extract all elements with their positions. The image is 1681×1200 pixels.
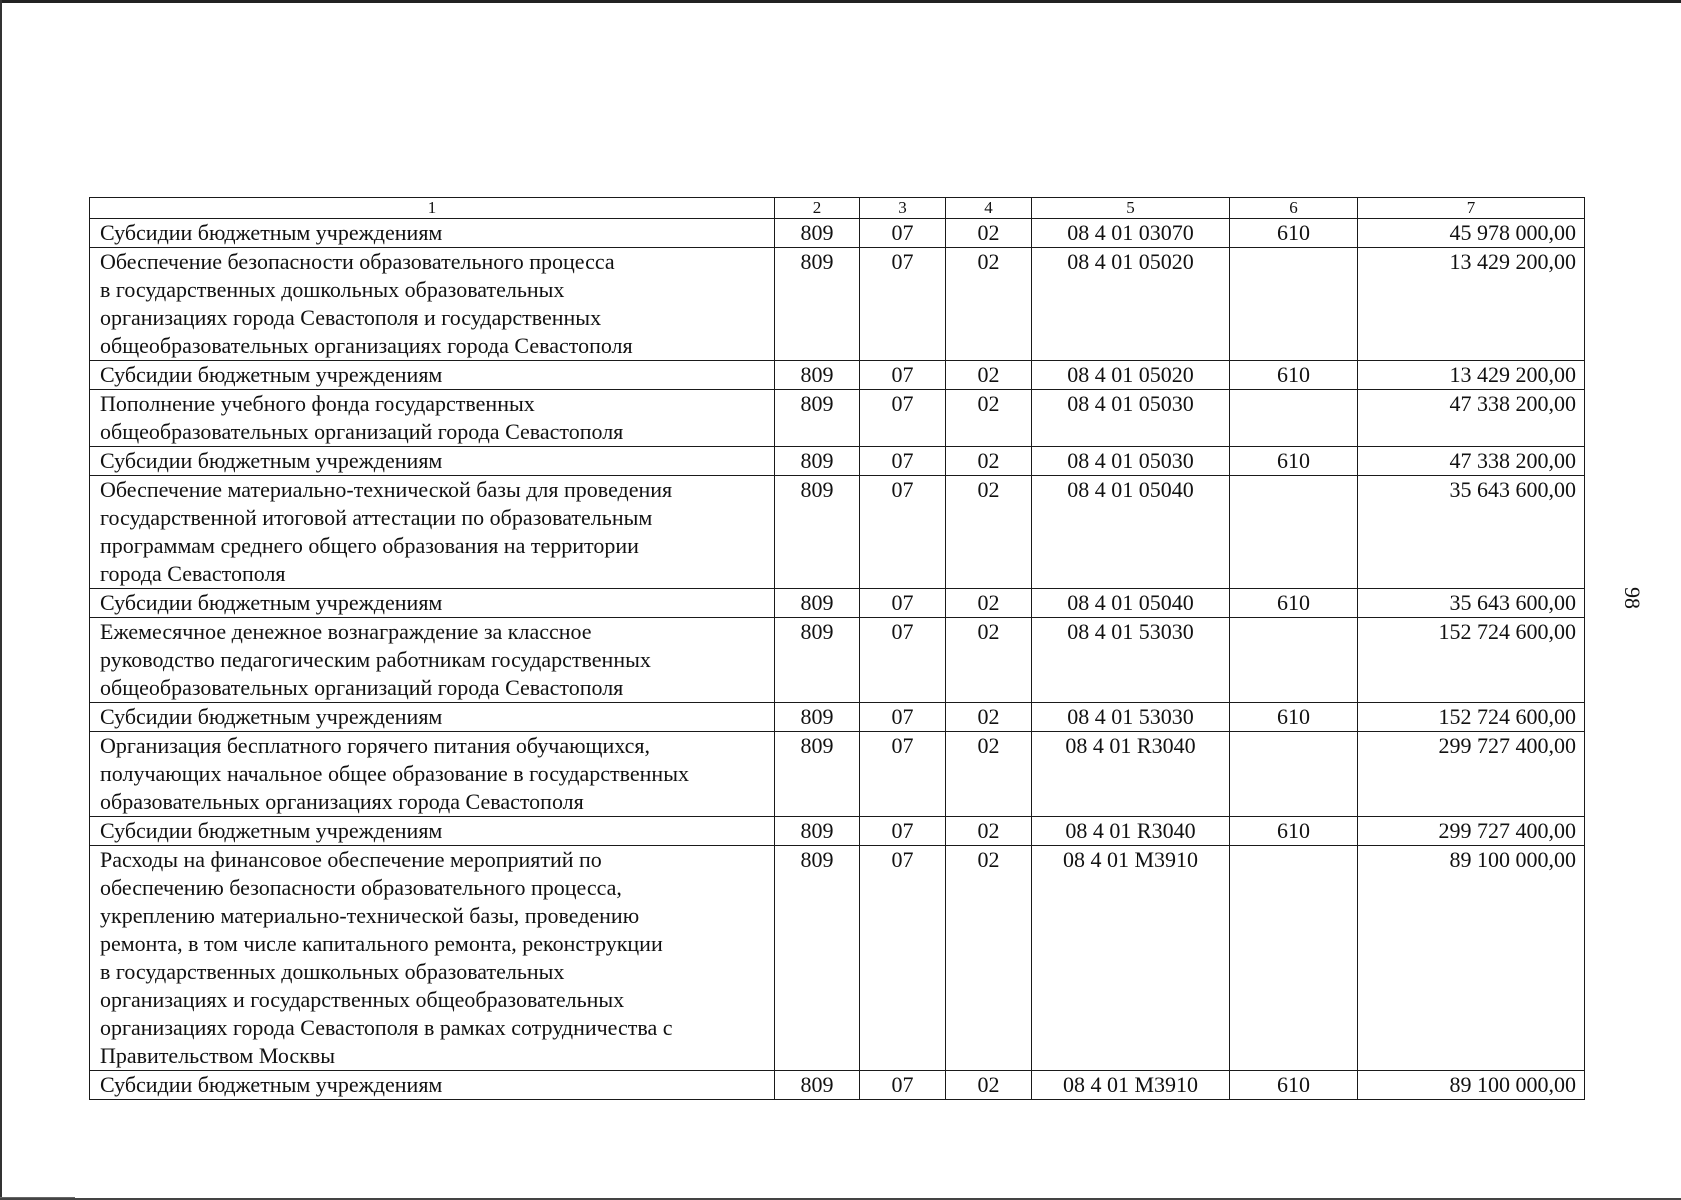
row-name-line: общеобразовательных организаций города Севастополя <box>100 419 624 444</box>
row-name <box>90 447 775 476</box>
row-name-line: получающих начальное общее образование в государственных <box>100 761 689 786</box>
row-name-line: образовательных организациях города Севастополя <box>100 789 584 814</box>
row-col-4: 02 <box>946 476 1032 589</box>
row-col-6: 610 <box>1230 1071 1358 1100</box>
row-col-4: 02 <box>946 703 1032 732</box>
table-row <box>90 476 1585 589</box>
row-col-6: 610 <box>1230 447 1358 476</box>
row-amount: 45 978 000,00 <box>1358 219 1585 248</box>
row-col-5: 08 4 01 05040 <box>1032 476 1230 589</box>
row-name <box>90 390 775 447</box>
row-col-4: 02 <box>946 447 1032 476</box>
row-name <box>90 476 775 589</box>
row-name-line: Расходы на финансовое обеспечение мероприятий по <box>100 847 602 872</box>
row-col-6: 610 <box>1230 817 1358 846</box>
row-name-line: программам среднего общего образования на территории <box>100 533 639 558</box>
header-col-1: 1 <box>90 198 775 219</box>
row-col-3: 07 <box>860 447 946 476</box>
row-name-line: организациях города Севастополя в рамках сотрудничества с <box>100 1015 673 1040</box>
row-col-4: 02 <box>946 589 1032 618</box>
row-col-4: 02 <box>946 846 1032 1071</box>
scan-line-bottom <box>0 1197 75 1198</box>
row-col-5: 08 4 01 53030 <box>1032 618 1230 703</box>
row-col-2: 809 <box>775 703 860 732</box>
row-col-5: 08 4 01 M3910 <box>1032 846 1230 1071</box>
row-amount: 13 429 200,00 <box>1358 248 1585 361</box>
row-name-line: укреплению материально-технической базы, проведению <box>100 903 640 928</box>
row-name <box>90 817 775 846</box>
row-col-6: 610 <box>1230 703 1358 732</box>
row-name-line: в государственных дошкольных образовательных <box>100 959 565 984</box>
row-col-2: 809 <box>775 589 860 618</box>
row-col-6 <box>1230 618 1358 703</box>
row-col-3: 07 <box>860 846 946 1071</box>
row-col-5: 08 4 01 05020 <box>1032 248 1230 361</box>
header-col-2: 2 <box>775 198 860 219</box>
row-col-2: 809 <box>775 846 860 1071</box>
row-amount: 47 338 200,00 <box>1358 447 1585 476</box>
row-col-3: 07 <box>860 390 946 447</box>
row-col-3: 07 <box>860 1071 946 1100</box>
row-col-2: 809 <box>775 476 860 589</box>
page-number: 98 <box>1620 587 1645 609</box>
table-row <box>90 703 1585 732</box>
row-name-line: обеспечению безопасности образовательного процесса, <box>100 875 622 900</box>
row-col-2: 809 <box>775 618 860 703</box>
row-name-line: Обеспечение материально-технической базы для проведения <box>100 477 673 502</box>
scan-edge-left <box>0 0 2 1200</box>
row-name-line: Субсидии бюджетным учреждениям <box>100 590 443 615</box>
row-name-line: Субсидии бюджетным учреждениям <box>100 448 443 473</box>
table-row <box>90 846 1585 1071</box>
header-row <box>90 198 1585 219</box>
row-name <box>90 703 775 732</box>
row-name <box>90 618 775 703</box>
row-amount: 35 643 600,00 <box>1358 476 1585 589</box>
row-col-6 <box>1230 390 1358 447</box>
row-col-5: 08 4 01 R3040 <box>1032 817 1230 846</box>
row-col-5: 08 4 01 53030 <box>1032 703 1230 732</box>
table-row <box>90 248 1585 361</box>
table-row <box>90 618 1585 703</box>
row-name-line: организациях и государственных общеобразовательных <box>100 987 625 1012</box>
row-name-line: Ежемесячное денежное вознаграждение за классное <box>100 619 592 644</box>
row-col-3: 07 <box>860 589 946 618</box>
row-col-6 <box>1230 846 1358 1071</box>
row-col-3: 07 <box>860 618 946 703</box>
row-col-2: 809 <box>775 219 860 248</box>
row-col-3: 07 <box>860 219 946 248</box>
row-col-2: 809 <box>775 390 860 447</box>
row-col-2: 809 <box>775 447 860 476</box>
row-amount: 89 100 000,00 <box>1358 846 1585 1071</box>
row-name-line: города Севастополя <box>100 561 286 586</box>
row-col-3: 07 <box>860 703 946 732</box>
header-col-3: 3 <box>860 198 946 219</box>
row-col-5: 08 4 01 05020 <box>1032 361 1230 390</box>
row-name <box>90 589 775 618</box>
row-name-line: в государственных дошкольных образовательных <box>100 277 565 302</box>
row-name-line: Правительством Москвы <box>100 1043 336 1068</box>
row-amount: 152 724 600,00 <box>1358 618 1585 703</box>
header-col-7: 7 <box>1358 198 1585 219</box>
row-col-5: 08 4 01 R3040 <box>1032 732 1230 817</box>
row-col-4: 02 <box>946 618 1032 703</box>
row-col-2: 809 <box>775 1071 860 1100</box>
row-name-line: ремонта, в том числе капитального ремонта, реконструкции <box>100 931 663 956</box>
header-col-4: 4 <box>946 198 1032 219</box>
row-name-line: государственной итоговой аттестации по образовательным <box>100 505 653 530</box>
row-name-line: руководство педагогическим работникам государственных <box>100 647 651 672</box>
row-name-line: общеобразовательных организаций города Севастополя <box>100 675 624 700</box>
row-name <box>90 361 775 390</box>
row-col-2: 809 <box>775 732 860 817</box>
row-amount: 299 727 400,00 <box>1358 817 1585 846</box>
row-col-6: 610 <box>1230 589 1358 618</box>
table-row <box>90 817 1585 846</box>
row-name <box>90 1071 775 1100</box>
row-name-line: организациях города Севастополя и государственных <box>100 305 602 330</box>
table-row <box>90 447 1585 476</box>
row-col-6: 610 <box>1230 219 1358 248</box>
scan-edge-top <box>0 0 1681 3</box>
row-amount: 35 643 600,00 <box>1358 589 1585 618</box>
row-col-5: 08 4 01 05030 <box>1032 447 1230 476</box>
row-name-line: Обеспечение безопасности образовательного процесса <box>100 249 615 274</box>
row-name-line: Субсидии бюджетным учреждениям <box>100 362 443 387</box>
row-col-3: 07 <box>860 248 946 361</box>
row-name-line: Организация бесплатного горячего питания обучающихся, <box>100 733 650 758</box>
budget-table <box>89 197 1585 1100</box>
row-col-3: 07 <box>860 476 946 589</box>
row-col-2: 809 <box>775 248 860 361</box>
row-col-4: 02 <box>946 390 1032 447</box>
row-name-line: Субсидии бюджетным учреждениям <box>100 818 443 843</box>
table-row <box>90 732 1585 817</box>
row-col-4: 02 <box>946 732 1032 817</box>
header-col-5: 5 <box>1032 198 1230 219</box>
row-name <box>90 732 775 817</box>
row-name <box>90 219 775 248</box>
row-name-line: Субсидии бюджетным учреждениям <box>100 1072 443 1097</box>
table-row <box>90 589 1585 618</box>
row-amount: 152 724 600,00 <box>1358 703 1585 732</box>
row-amount: 13 429 200,00 <box>1358 361 1585 390</box>
row-col-3: 07 <box>860 732 946 817</box>
row-col-2: 809 <box>775 817 860 846</box>
row-name <box>90 248 775 361</box>
row-name-line: Субсидии бюджетным учреждениям <box>100 704 443 729</box>
row-amount: 47 338 200,00 <box>1358 390 1585 447</box>
row-name-line: Субсидии бюджетным учреждениям <box>100 220 443 245</box>
row-col-2: 809 <box>775 361 860 390</box>
row-col-4: 02 <box>946 1071 1032 1100</box>
row-col-3: 07 <box>860 361 946 390</box>
row-col-6 <box>1230 476 1358 589</box>
row-col-5: 08 4 01 03070 <box>1032 219 1230 248</box>
table-row <box>90 1071 1585 1100</box>
row-col-4: 02 <box>946 817 1032 846</box>
table-row <box>90 361 1585 390</box>
table-row <box>90 390 1585 447</box>
row-amount: 89 100 000,00 <box>1358 1071 1585 1100</box>
row-col-5: 08 4 01 M3910 <box>1032 1071 1230 1100</box>
row-col-5: 08 4 01 05030 <box>1032 390 1230 447</box>
row-col-6 <box>1230 248 1358 361</box>
row-col-6 <box>1230 732 1358 817</box>
row-col-4: 02 <box>946 219 1032 248</box>
row-col-4: 02 <box>946 248 1032 361</box>
table-row <box>90 219 1585 248</box>
row-name-line: общеобразовательных организациях города Севастополя <box>100 333 633 358</box>
row-col-3: 07 <box>860 817 946 846</box>
row-amount: 299 727 400,00 <box>1358 732 1585 817</box>
table-body <box>90 219 1585 1100</box>
row-name <box>90 846 775 1071</box>
row-col-4: 02 <box>946 361 1032 390</box>
row-name-line: Пополнение учебного фонда государственных <box>100 391 535 416</box>
header-col-6: 6 <box>1230 198 1358 219</box>
row-col-6: 610 <box>1230 361 1358 390</box>
row-col-5: 08 4 01 05040 <box>1032 589 1230 618</box>
